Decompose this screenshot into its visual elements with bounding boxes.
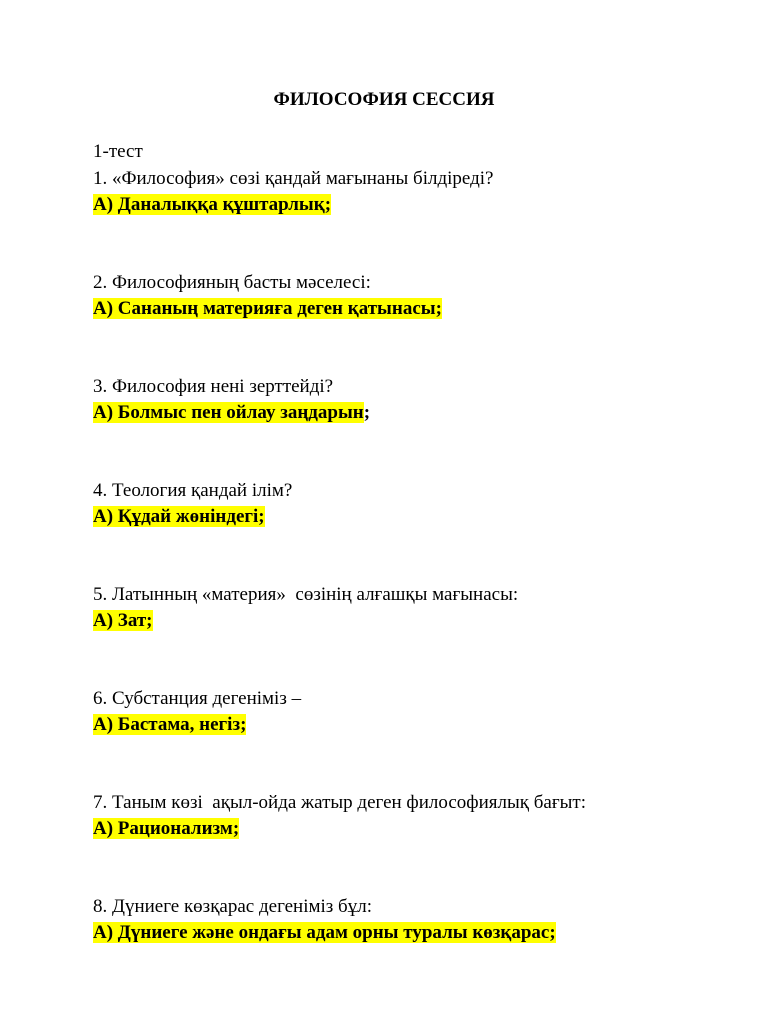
question-item-3 (93, 374, 733, 478)
test-label: 1-тест (93, 141, 143, 162)
answer-highlight: А) Дүниеге және ондағы адам орны туралы көзқарас; (93, 922, 556, 943)
question-text: 2. Философияның басты мәселесі: (93, 272, 371, 293)
question-text: 5. Латынның «материя» сөзінің алғашқы мағынасы: (93, 584, 519, 605)
question-item-7 (93, 790, 733, 894)
answer-text (93, 504, 733, 530)
answer-highlight: А) Құдай жөніндегі; (93, 506, 265, 527)
question-text: 3. Философия нені зерттейді? (93, 376, 334, 397)
question-text: 6. Субстанция дегеніміз – (93, 688, 302, 709)
question-list (93, 166, 733, 998)
question-item-4 (93, 478, 733, 582)
document-title: ФИЛОСОФИЯ СЕССИЯ (273, 89, 495, 110)
answer-text (93, 920, 733, 946)
question-text: 7. Таным көзі ақыл-ойда жатыр деген философиялық бағыт: (93, 792, 586, 813)
answer-text (93, 712, 733, 738)
answer-text (93, 816, 733, 842)
question-item-8 (93, 894, 733, 998)
question-text: 4. Теология қандай ілім? (93, 480, 293, 501)
answer-text (93, 296, 733, 322)
question-item-6 (93, 686, 733, 790)
question-item-1 (93, 166, 733, 270)
answer-highlight: А) Бастама, негіз; (93, 714, 247, 735)
answer-highlight: А) Зат; (93, 610, 153, 631)
answer-text (93, 400, 733, 426)
answer-highlight: А) Даналыққа құштарлық; (93, 194, 332, 215)
answer-text (93, 192, 733, 218)
question-item-2 (93, 270, 733, 374)
answer-tail: ; (363, 402, 371, 423)
answer-highlight: А) Рационализм; (93, 818, 240, 839)
question-item-5 (93, 582, 733, 686)
answer-highlight: А) Болмыс пен ойлау заңдарын (93, 402, 364, 423)
question-text: 8. Дүниеге көзқарас дегеніміз бұл: (93, 896, 372, 917)
answer-text (93, 608, 733, 634)
question-text: 1. «Философия» сөзі қандай мағынаны білдіреді? (93, 168, 494, 189)
answer-highlight: А) Сананың материяға деген қатынасы; (93, 298, 442, 319)
